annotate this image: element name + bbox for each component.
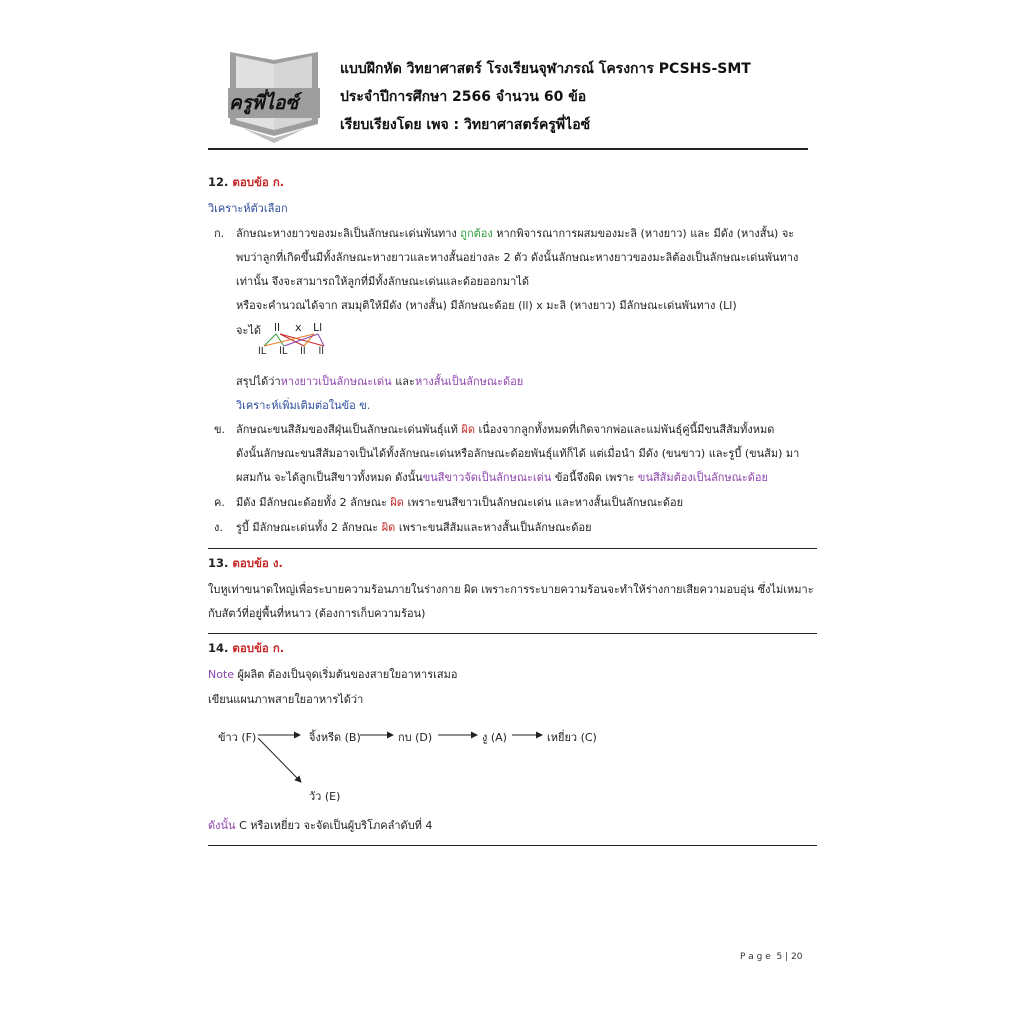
food-web-node-hawk: เหยี่ยว (C) <box>547 731 597 744</box>
bottom-divider <box>208 845 817 846</box>
q12-c-text: มีดัง มีลักษณะด้อยทั้ง 2 ลักษณะ <box>236 496 387 509</box>
q12-b3-mid: ข้อนี้จึงผิด เพราะ <box>554 471 635 484</box>
q12-heading <box>208 174 284 192</box>
header-title: แบบฝึกหัด วิทยาศาสตร์ โรงเรียนจุฬาภรณ์ โครงการ PCSHS-SMT <box>340 61 751 77</box>
food-web-node-snake: งู (A) <box>482 731 507 744</box>
q12-a-line4: หรือจะคำนวณได้จาก สมมุติให้มีดัง (หางสั้น) มีลักษณะด้อย (ll) x มะลิ (หางยาว) มีลักษณะเด่นพันทาง (Ll) <box>236 299 737 312</box>
divider-q12-q13 <box>208 548 817 549</box>
note-label: Note <box>208 668 235 681</box>
q12-d-text: รูบี้ มีลักษณะเด่นทั้ง 2 ลักษณะ <box>236 521 379 534</box>
header-author: เรียบเรียงโดย เพจ : วิทยาศาสตร์ครูพี่ไอซ์ <box>340 117 591 133</box>
q12-d-verdict: ผิด <box>381 521 396 534</box>
q12-a-line2: พบว่าลูกที่เกิดขึ้นมีทั้งลักษณะหางยาวและหางสั้นอย่างละ 2 ตัว ดังนั้นลักษณะหางยาวของมะลิต้องเป็นลักษณะเด่นพันทาง <box>236 251 799 264</box>
food-web-node-rice: ข้าว (F) <box>218 731 257 744</box>
q12-option-c-label: ค. <box>214 496 225 509</box>
q14-note <box>208 665 457 683</box>
cross-parent-1: ll <box>274 321 281 334</box>
conclusion-text: C หรือเหยี่ยว จะจัดเป็นผู้บริโภคลำดับที่ 4 <box>239 819 433 832</box>
q12-c-verdict: ผิด <box>390 496 404 509</box>
conclusion-lead: ดังนั้น <box>208 819 236 832</box>
logo-text: ครูพี่ไอซ์ <box>229 92 299 114</box>
q12-d-text-cont: เพราะขนสีส้มและหางสั้นเป็นลักษณะด้อย <box>398 521 592 534</box>
q12-b-text-cont: เนื่องจากลูกทั้งหมดที่เกิดจากพ่อและแม่พันธุ์คู่นี้มีขนสีส้มทั้งหมด <box>478 423 775 436</box>
offspring-1: lL <box>258 346 267 357</box>
cross-parent-2: Ll <box>313 321 323 334</box>
q12-b-text: ลักษณะขนสีส้มของสีฝุ่นเป็นลักษณะเด่นพันธุ์แท้ <box>236 423 458 436</box>
q13-heading <box>208 555 283 573</box>
food-web-arrows <box>200 720 560 810</box>
q12-option-b-label: ข. <box>214 423 226 436</box>
q13-number: 13. <box>208 556 229 570</box>
q13-line2: กับสัตว์ที่อยู่พื้นที่หนาว (ต้องการเก็บความร้อน) <box>208 607 426 620</box>
q12-c-line <box>236 493 683 511</box>
q14-answer: ตอบข้อ ก. <box>232 641 285 655</box>
cross-x: x <box>295 321 302 334</box>
q12-more: วิเคราะห์เพิ่มเติมต่อในข้อ ข. <box>236 399 371 412</box>
q14-conclusion <box>208 816 432 834</box>
summary-dominant: หางยาวเป็นลักษณะเด่น <box>280 375 392 388</box>
q12-a-line3: เท่านั้น จึงจะสามารถให้ลูกที่มีทั้งลักษณะเด่นและด้อยออกมาได้ <box>236 275 530 288</box>
q12-number: 12. <box>208 175 229 189</box>
header-divider <box>208 148 808 150</box>
q12-b-line2: ดังนั้นลักษณะขนสีส้มอาจเป็นได้ทั้งลักษณะเด่นหรือลักษณะด้อยพันธุ์แท้ก็ได้ แต่เมื่อนำ มีดัง (ขนขาว) และรูบี้ (ขนส้ม) มา <box>236 447 800 460</box>
q14-heading <box>208 640 284 658</box>
page-number: P a g e 5 | 20 <box>740 952 803 962</box>
q12-b-verdict: ผิด <box>461 423 476 436</box>
q12-c-text-cont: เพราะขนสีขาวเป็นลักษณะเด่น และหางสั้นเป็นลักษณะด้อย <box>407 496 684 509</box>
q12-b-line1 <box>236 420 774 438</box>
q12-analysis-title: วิเคราะห์ตัวเลือก <box>208 202 288 215</box>
q12-a-text-cont: หากพิจารณาการผสมของมะลิ (หางยาว) และ มีดัง (หางสั้น) จะ <box>496 227 795 240</box>
q12-b-line3 <box>236 468 768 486</box>
q12-b3-highlight2: ขนสีส้มต้องเป็นลักษณะด้อย <box>637 471 768 484</box>
q12-d-line <box>236 518 592 536</box>
q14-number: 14. <box>208 641 229 655</box>
q12-summary <box>236 372 523 390</box>
food-web-node-cow: วัว (E) <box>309 790 341 803</box>
summary-lead: สรุปได้ว่า <box>236 375 281 388</box>
q12-option-d-label: ง. <box>214 521 223 534</box>
cross-offspring <box>258 346 324 357</box>
q13-line1: ใบหูเท่าขนาดใหญ่เพื่อระบายความร้อนภายในร่างกาย ผิด เพราะการระบายความร้อนจะทำให้ร่างกายเสียความอบอุ่น ซึ่งไม่เหมาะ <box>208 583 814 596</box>
q12-b3-highlight1: ขนสีขาวจัดเป็นลักษณะเด่น <box>422 471 552 484</box>
header-year: ประจำปีการศึกษา 2566 จำนวน 60 ข้อ <box>340 89 587 105</box>
cross-label: จะได้ <box>236 324 262 337</box>
q14-write: เขียนแผนภาพสายใยอาหารได้ว่า <box>208 693 364 706</box>
q12-a-verdict: ถูกต้อง <box>460 227 493 240</box>
offspring-4: ll <box>318 346 324 357</box>
q12-a-text: ลักษณะหางยาวของมะลิเป็นลักษณะเด่นพันทาง <box>236 227 457 240</box>
food-web-node-frog: กบ (D) <box>398 731 433 744</box>
q13-answer: ตอบข้อ ง. <box>232 556 283 570</box>
summary-and: และ <box>395 375 415 388</box>
offspring-2: lL <box>279 346 288 357</box>
food-web-node-cricket: จิ้งหรีด (B) <box>309 731 361 744</box>
q12-a-line1 <box>236 224 794 242</box>
q12-answer: ตอบข้อ ก. <box>232 175 285 189</box>
q12-b3-lead: ผสมกัน จะได้ลูกเป็นสีขาวทั้งหมด ดังนั้น <box>236 471 423 484</box>
note-text: ผู้ผลิต ต้องเป็นจุดเริ่มต้นของสายใยอาหารเสมอ <box>237 668 458 681</box>
arrow-rice-cow <box>258 738 301 782</box>
summary-recessive: หางสั้นเป็นลักษณะด้อย <box>414 375 524 388</box>
divider-q13-q14 <box>208 633 817 634</box>
q12-option-a-label: ก. <box>214 227 225 240</box>
offspring-3: ll <box>300 346 306 357</box>
